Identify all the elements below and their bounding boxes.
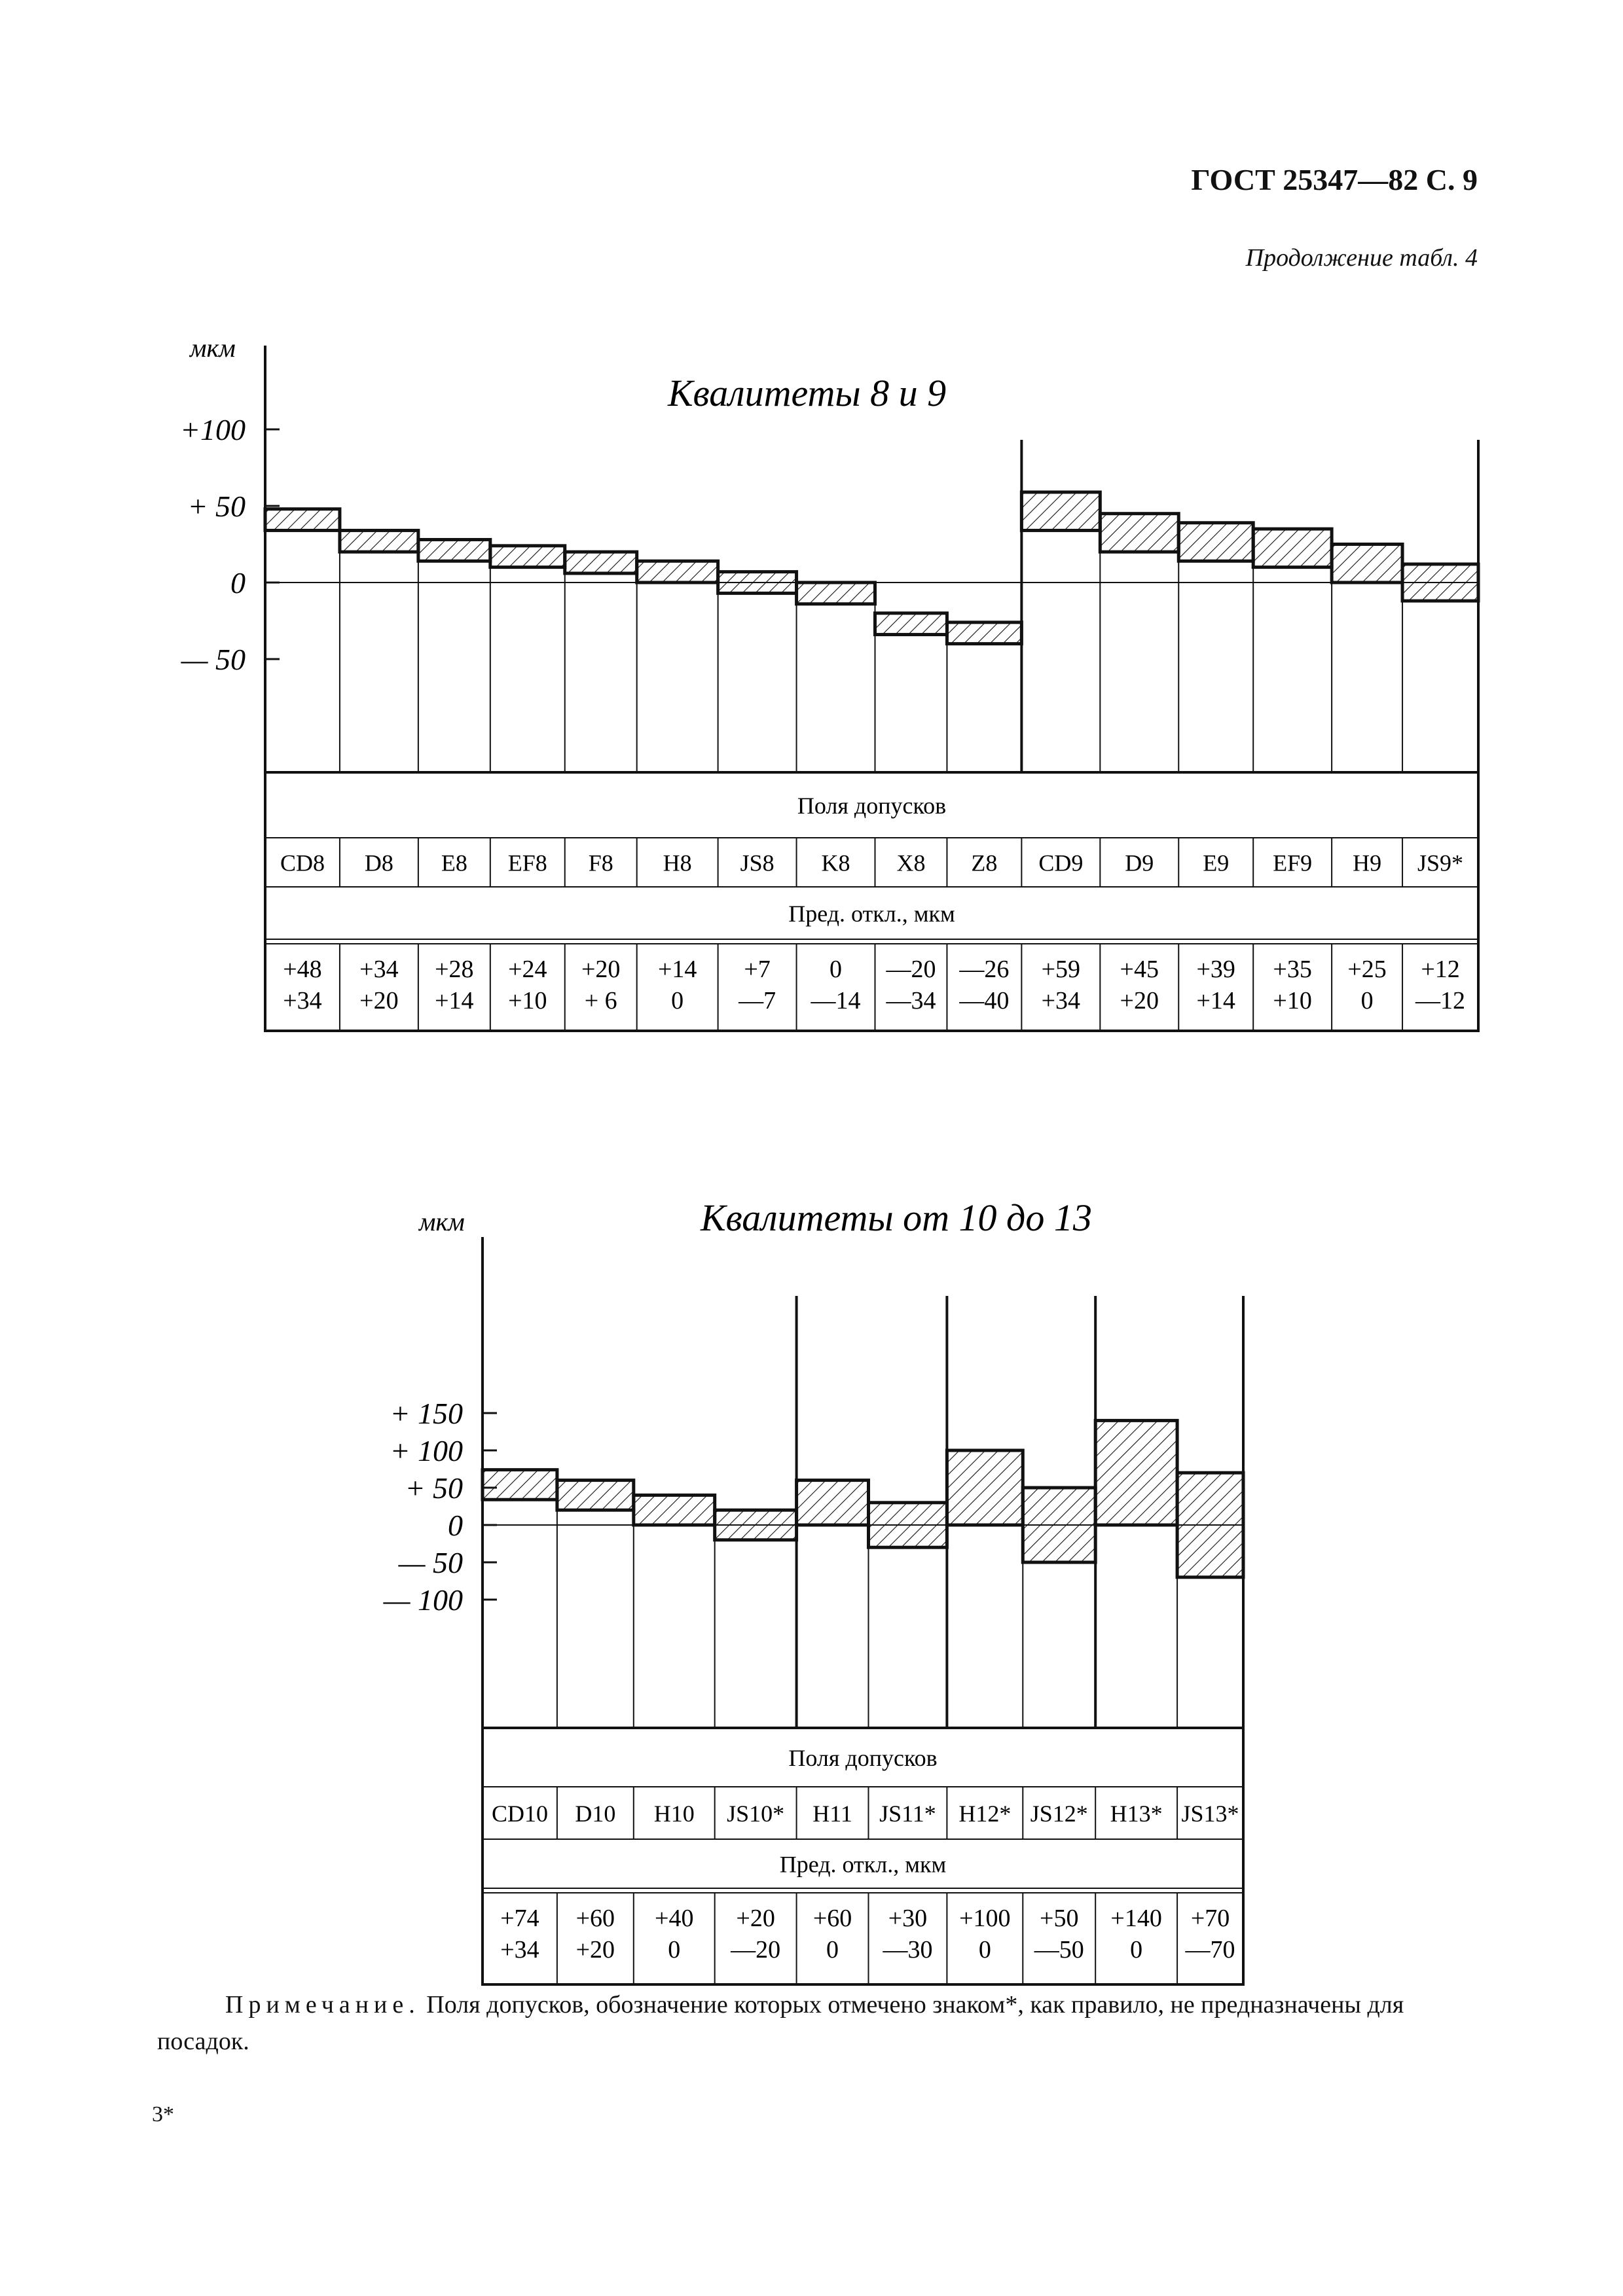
lower-deviation: —70 bbox=[1185, 1936, 1235, 1964]
chart-title: Квалитеты от 10 до 13 bbox=[701, 1196, 1092, 1239]
lower-deviation: —50 bbox=[1034, 1936, 1084, 1964]
tolerance-chart-grades-8-9 bbox=[0, 0, 1623, 1060]
lower-deviation: —14 bbox=[811, 987, 861, 1014]
tolerance-field-name: JS13* bbox=[1181, 1801, 1239, 1827]
upper-deviation: +45 bbox=[1120, 956, 1159, 983]
upper-deviation: +100 bbox=[959, 1905, 1011, 1932]
tolerance-bar bbox=[868, 1503, 947, 1547]
upper-deviation: 0 bbox=[830, 956, 843, 983]
tolerance-field-name: D9 bbox=[1125, 850, 1154, 876]
tolerance-field-name: E8 bbox=[441, 850, 467, 876]
upper-deviation: +59 bbox=[1041, 956, 1081, 983]
page-mark: 3* bbox=[152, 2102, 174, 2126]
y-tick-label: — 100 bbox=[383, 1583, 463, 1617]
tolerance-bar bbox=[1177, 1473, 1243, 1577]
lower-deviation: 0 bbox=[1130, 1936, 1143, 1964]
footnote bbox=[157, 1986, 1480, 2060]
tolerance-bar bbox=[1332, 545, 1402, 583]
upper-deviation: +39 bbox=[1196, 956, 1235, 983]
lower-deviation: +14 bbox=[1196, 987, 1235, 1014]
tolerance-field-name: H12* bbox=[958, 1801, 1012, 1827]
y-unit-label: мкм bbox=[419, 1207, 465, 1236]
chart-title: Квалитеты 8 и 9 bbox=[668, 372, 947, 414]
lower-deviation: 0 bbox=[978, 1936, 991, 1964]
tolerance-bar bbox=[483, 1470, 557, 1500]
y-tick-label: — 50 bbox=[398, 1546, 463, 1579]
lower-deviation: + 6 bbox=[584, 987, 617, 1014]
row-label-deviations: Пред. откл., мкм bbox=[788, 901, 955, 927]
upper-deviation: +7 bbox=[744, 956, 771, 983]
tolerance-bar bbox=[718, 572, 797, 594]
tolerance-bar bbox=[490, 546, 565, 567]
row-label-fields: Поля допусков bbox=[797, 793, 947, 819]
tolerance-bar bbox=[947, 622, 1021, 644]
tolerance-bar bbox=[1253, 529, 1332, 567]
tolerance-bar bbox=[265, 509, 340, 531]
lower-deviation: +10 bbox=[508, 987, 547, 1014]
tolerance-bar bbox=[634, 1495, 715, 1525]
tolerance-field-name: JS8 bbox=[740, 850, 775, 876]
upper-deviation: +30 bbox=[888, 1905, 928, 1932]
row-label-fields: Поля допусков bbox=[788, 1745, 938, 1771]
tolerance-bar bbox=[565, 552, 637, 573]
y-unit-label: мкм bbox=[190, 333, 236, 363]
tolerance-field-name: D8 bbox=[364, 850, 393, 876]
y-tick-label: 0 bbox=[448, 1509, 463, 1542]
y-tick-label: + 100 bbox=[390, 1434, 463, 1467]
lower-deviation: —7 bbox=[739, 987, 776, 1014]
upper-deviation: +50 bbox=[1040, 1905, 1079, 1932]
lower-deviation: 0 bbox=[668, 1936, 681, 1964]
tolerance-field-name: X8 bbox=[896, 850, 926, 876]
tolerance-bar bbox=[557, 1480, 634, 1511]
tolerance-field-name: H8 bbox=[663, 850, 692, 876]
lower-deviation: —30 bbox=[883, 1936, 933, 1964]
tolerance-field-name: JS11* bbox=[879, 1801, 936, 1827]
tolerance-bar bbox=[418, 539, 490, 561]
lower-deviation: —40 bbox=[959, 987, 1010, 1014]
y-tick-label: + 50 bbox=[187, 490, 246, 523]
tolerance-field-name: H13* bbox=[1110, 1801, 1163, 1827]
tolerance-bar bbox=[340, 530, 418, 552]
tolerance-field-name: F8 bbox=[588, 850, 613, 876]
lower-deviation: +10 bbox=[1273, 987, 1312, 1014]
y-tick-label: + 50 bbox=[405, 1471, 463, 1505]
upper-deviation: —26 bbox=[959, 956, 1010, 983]
tolerance-bar bbox=[797, 583, 875, 604]
footnote-lead: Примечание. bbox=[225, 1991, 420, 2018]
tolerance-field-name: CD10 bbox=[491, 1801, 548, 1827]
lower-deviation: —20 bbox=[731, 1936, 781, 1964]
upper-deviation: +70 bbox=[1190, 1905, 1230, 1932]
tolerance-field-name: EF8 bbox=[507, 850, 547, 876]
tolerance-field-name: D10 bbox=[575, 1801, 616, 1827]
tolerance-chart-grades-10-13 bbox=[0, 1165, 1623, 2016]
upper-deviation: +40 bbox=[655, 1905, 694, 1932]
upper-deviation: +28 bbox=[435, 956, 474, 983]
tolerance-field-name: E9 bbox=[1203, 850, 1230, 876]
tolerance-bar bbox=[637, 561, 718, 583]
tolerance-field-name: K8 bbox=[821, 850, 850, 876]
tolerance-bar bbox=[1095, 1420, 1177, 1525]
tolerance-bar bbox=[1402, 564, 1478, 601]
lower-deviation: +34 bbox=[500, 1936, 539, 1964]
lower-deviation: +34 bbox=[1041, 987, 1081, 1014]
upper-deviation: +25 bbox=[1347, 956, 1387, 983]
footnote-text: Поля допусков, обозначение которых отмечено знаком*, как правило, не предназначены для посадок. bbox=[157, 1991, 1404, 2055]
tolerance-field-name: H9 bbox=[1353, 850, 1382, 876]
lower-deviation: —12 bbox=[1415, 987, 1466, 1014]
tolerance-bar bbox=[1023, 1488, 1095, 1562]
upper-deviation: +12 bbox=[1421, 956, 1460, 983]
lower-deviation: +20 bbox=[575, 1936, 615, 1964]
tolerance-bar bbox=[947, 1450, 1023, 1525]
lower-deviation: —34 bbox=[886, 987, 936, 1014]
tolerance-field-name: EF9 bbox=[1273, 850, 1313, 876]
tolerance-bar bbox=[1100, 514, 1178, 552]
tolerance-field-name: JS12* bbox=[1030, 1801, 1088, 1827]
tolerance-field-name: CD8 bbox=[280, 850, 325, 876]
table-continuation-label: Продолжение табл. 4 bbox=[1245, 244, 1478, 272]
tolerance-field-name: JS9* bbox=[1417, 850, 1464, 876]
upper-deviation: +74 bbox=[500, 1905, 539, 1932]
upper-deviation: —20 bbox=[886, 956, 936, 983]
lower-deviation: +20 bbox=[1120, 987, 1159, 1014]
tolerance-bar bbox=[1021, 492, 1100, 531]
y-tick-label: + 150 bbox=[390, 1397, 463, 1430]
tolerance-field-name: JS10* bbox=[727, 1801, 785, 1827]
upper-deviation: +34 bbox=[359, 956, 399, 983]
upper-deviation: +24 bbox=[508, 956, 547, 983]
upper-deviation: +60 bbox=[575, 1905, 615, 1932]
tolerance-bar bbox=[1178, 523, 1253, 562]
y-tick-label: — 50 bbox=[181, 643, 246, 676]
row-label-deviations: Пред. откл., мкм bbox=[779, 1851, 947, 1878]
lower-deviation: 0 bbox=[1360, 987, 1374, 1014]
tolerance-field-name: Z8 bbox=[971, 850, 998, 876]
upper-deviation: +140 bbox=[1110, 1905, 1162, 1932]
lower-deviation: +14 bbox=[435, 987, 474, 1014]
y-tick-label: 0 bbox=[230, 566, 246, 600]
upper-deviation: +35 bbox=[1273, 956, 1312, 983]
tolerance-bar bbox=[875, 613, 947, 635]
upper-deviation: +20 bbox=[581, 956, 621, 983]
upper-deviation: +48 bbox=[283, 956, 322, 983]
upper-deviation: +20 bbox=[736, 1905, 775, 1932]
tolerance-field-name: H10 bbox=[653, 1801, 695, 1827]
tolerance-field-name: CD9 bbox=[1038, 850, 1084, 876]
upper-deviation: +60 bbox=[812, 1905, 852, 1932]
tolerance-bar bbox=[715, 1510, 797, 1540]
tolerance-field-name: H11 bbox=[812, 1801, 852, 1827]
lower-deviation: 0 bbox=[826, 1936, 839, 1964]
lower-deviation: +34 bbox=[283, 987, 322, 1014]
standard-title: ГОСТ 25347—82 С. 9 bbox=[1191, 163, 1478, 196]
upper-deviation: +14 bbox=[657, 956, 697, 983]
tolerance-bar bbox=[797, 1480, 869, 1525]
lower-deviation: 0 bbox=[671, 987, 684, 1014]
y-tick-label: +100 bbox=[179, 413, 246, 446]
lower-deviation: +20 bbox=[359, 987, 399, 1014]
